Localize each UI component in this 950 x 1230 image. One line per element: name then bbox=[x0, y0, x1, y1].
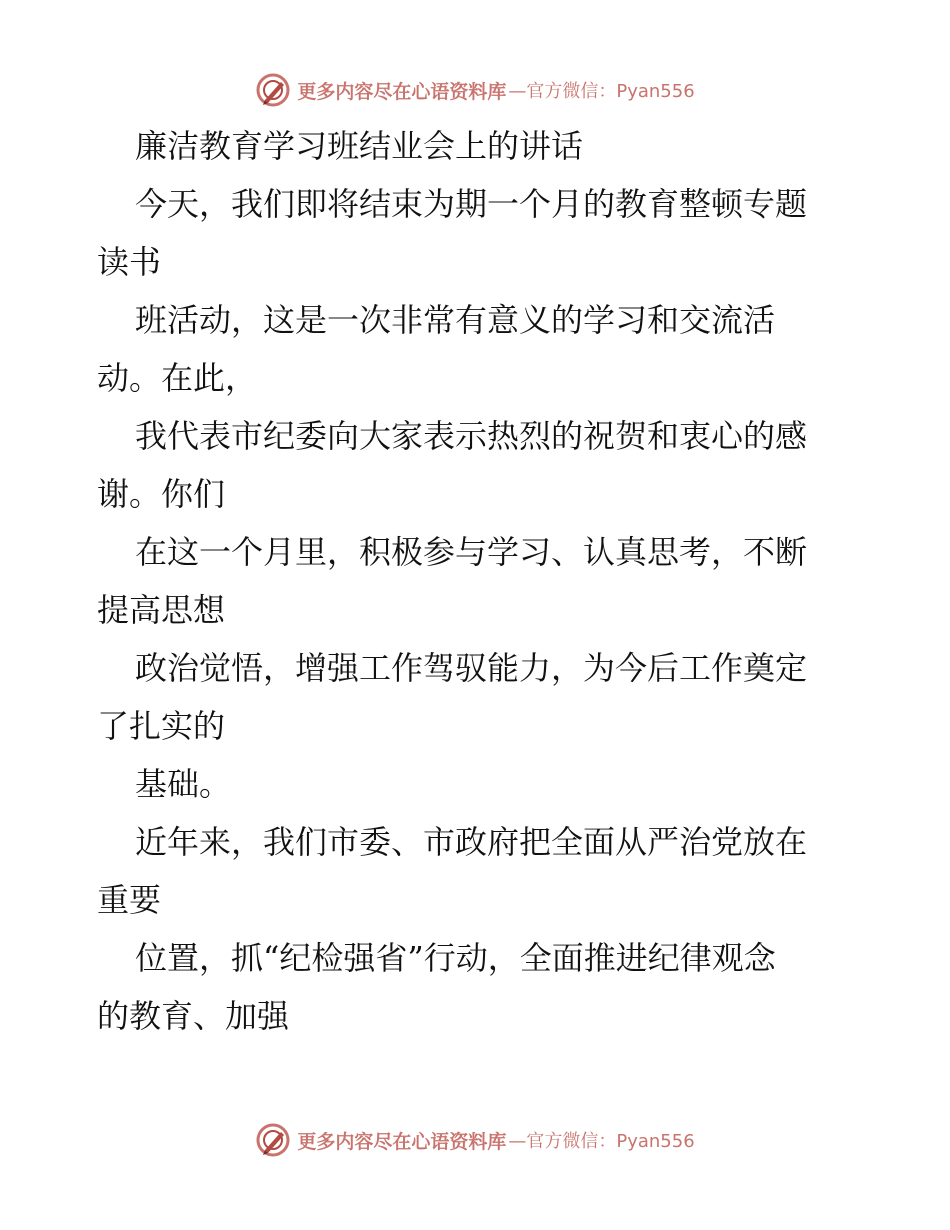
paragraph-line: 提高思想 bbox=[97, 591, 226, 629]
paragraph-line: 政治觉悟，增强工作驾驭能力，为今后工作奠定 bbox=[135, 649, 808, 687]
paragraph-line: 读书 bbox=[97, 243, 162, 281]
document-title: 廉洁教育学习班结业会上的讲话 bbox=[135, 127, 584, 165]
paragraph-line: 我代表市纪委向大家表示热烈的祝贺和衷心的感 bbox=[135, 417, 808, 455]
footer-banner-sub-text: —官方微信：Pyan556 bbox=[508, 1131, 695, 1152]
header-banner-main-text: 更多内容尽在心语资料库 bbox=[297, 80, 507, 103]
paragraph-line: 位置，抓“纪检强省”行动，全面推进纪律观念 bbox=[135, 939, 776, 977]
paragraph-line: 动。在此， bbox=[97, 359, 258, 397]
paragraph-line: 在这一个月里，积极参与学习、认真思考，不断 bbox=[135, 533, 808, 571]
paragraph-line: 重要 bbox=[97, 881, 162, 919]
footer-banner-main-text: 更多内容尽在心语资料库 bbox=[297, 1130, 507, 1153]
header-banner-sub-text: —官方微信：Pyan556 bbox=[508, 81, 695, 102]
paragraph-line: 谢。你们 bbox=[97, 475, 226, 513]
header-watermark-banner bbox=[0, 70, 950, 110]
paragraph-line: 今天，我们即将结束为期一个月的教育整顿专题 bbox=[135, 185, 808, 223]
pen-logo-icon bbox=[255, 72, 291, 108]
paragraph-line: 班活动，这是一次非常有意义的学习和交流活 bbox=[135, 301, 776, 339]
paragraph-line: 基础。 bbox=[135, 765, 232, 803]
footer-watermark-banner bbox=[0, 1120, 950, 1160]
paragraph-line: 了扎实的 bbox=[97, 707, 226, 745]
pen-logo-icon bbox=[255, 1122, 291, 1158]
paragraph-line: 近年来，我们市委、市政府把全面从严治党放在 bbox=[135, 823, 808, 861]
paragraph-line: 的教育、加强 bbox=[97, 997, 290, 1035]
